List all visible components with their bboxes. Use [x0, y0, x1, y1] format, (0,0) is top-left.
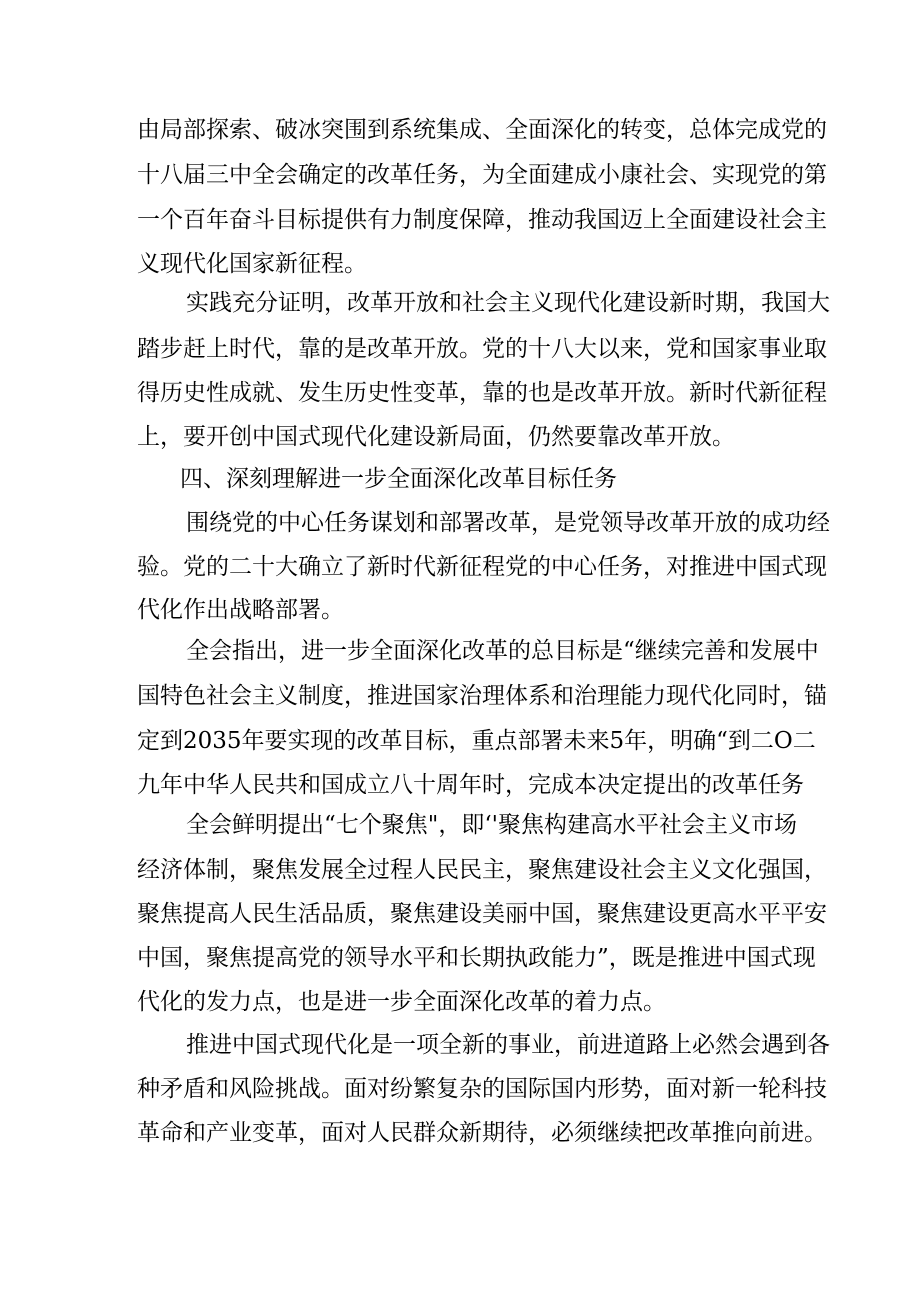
paragraph-line: 实践充分证明，改革开放和社会主义现代化建设新时期，我国大	[186, 290, 830, 316]
paragraph-line: 全会指出，进一步全面深化改革的总目标是“继续完善和发展中	[186, 638, 819, 664]
paragraph-line: 十八届三中全会确定的改革任务，为全面建成小康社会、实现党的第	[137, 162, 827, 188]
paragraph-line: 经济体制，聚焦发展全过程人民民主，聚焦建设社会主义文化强国，	[137, 857, 827, 883]
paragraph-line: 种矛盾和风险挑战。面对纷繁复杂的国际国内形势，面对新一轮科技	[137, 1076, 827, 1102]
paragraph-line: 验。党的二十大确立了新时代新征程党的中心任务，对推进中国式现	[137, 554, 827, 580]
paragraph-line: 代化作出战略部署。	[137, 597, 344, 623]
paragraph-line: 踏步赶上时代，靠的是改革开放。党的十八大以来，党和国家事业取	[137, 336, 827, 362]
paragraph-line: 上，要开创中国式现代化建设新局面，仍然要靠改革开放。	[137, 424, 735, 450]
paragraph-line: 一个百年奋斗目标提供有力制度保障，推动我国迈上全面建设社会主	[137, 207, 827, 233]
paragraph-line: 全会鲜明提出“七个聚焦"，即‘'聚焦构建高水平社会主义市场	[186, 812, 797, 838]
paragraph-line: 九年中华人民共和国成立八十周年时，完成本决定提出的改革任务	[137, 772, 804, 798]
paragraph-line: 国特色社会主义制度，推进国家治理体系和治理能力现代化同时，锚	[137, 683, 827, 709]
paragraph-line: 义现代化国家新征程。	[137, 251, 367, 277]
section-heading: 四、深刻理解进一步全面深化改革目标任务	[180, 466, 617, 492]
paragraph-line: 得历史性成就、发生历史性变革，靠的也是改革开放。新时代新征程	[137, 380, 827, 406]
paragraph-line: 由局部探索、破冰突围到系统集成、全面深化的转变，总体完成党的	[137, 117, 827, 143]
paragraph-line: 围绕党的中心任务谋划和部署改革，是党领导改革开放的成功经	[186, 510, 830, 536]
paragraph-line: 推进中国式现代化是一项全新的事业，前进道路上必然会遇到各	[186, 1032, 830, 1058]
paragraph-line: 代化的发力点，也是进一步全面深化改革的着力点。	[137, 989, 666, 1015]
paragraph-line: 聚焦提高人民生活品质，聚焦建设美丽中国，聚焦建设更高水平平安	[137, 901, 827, 927]
paragraph-line: 中国，聚焦提高党的领导水平和长期执政能力”，既是推进中国式现	[137, 945, 816, 971]
paragraph-line: 定到2035年要实现的改革目标，重点部署未来5年，明确“到二O二	[137, 728, 816, 754]
paragraph-line: 革命和产业变革，面对人民群众新期待，必须继续把改革推向前进。	[137, 1120, 827, 1146]
